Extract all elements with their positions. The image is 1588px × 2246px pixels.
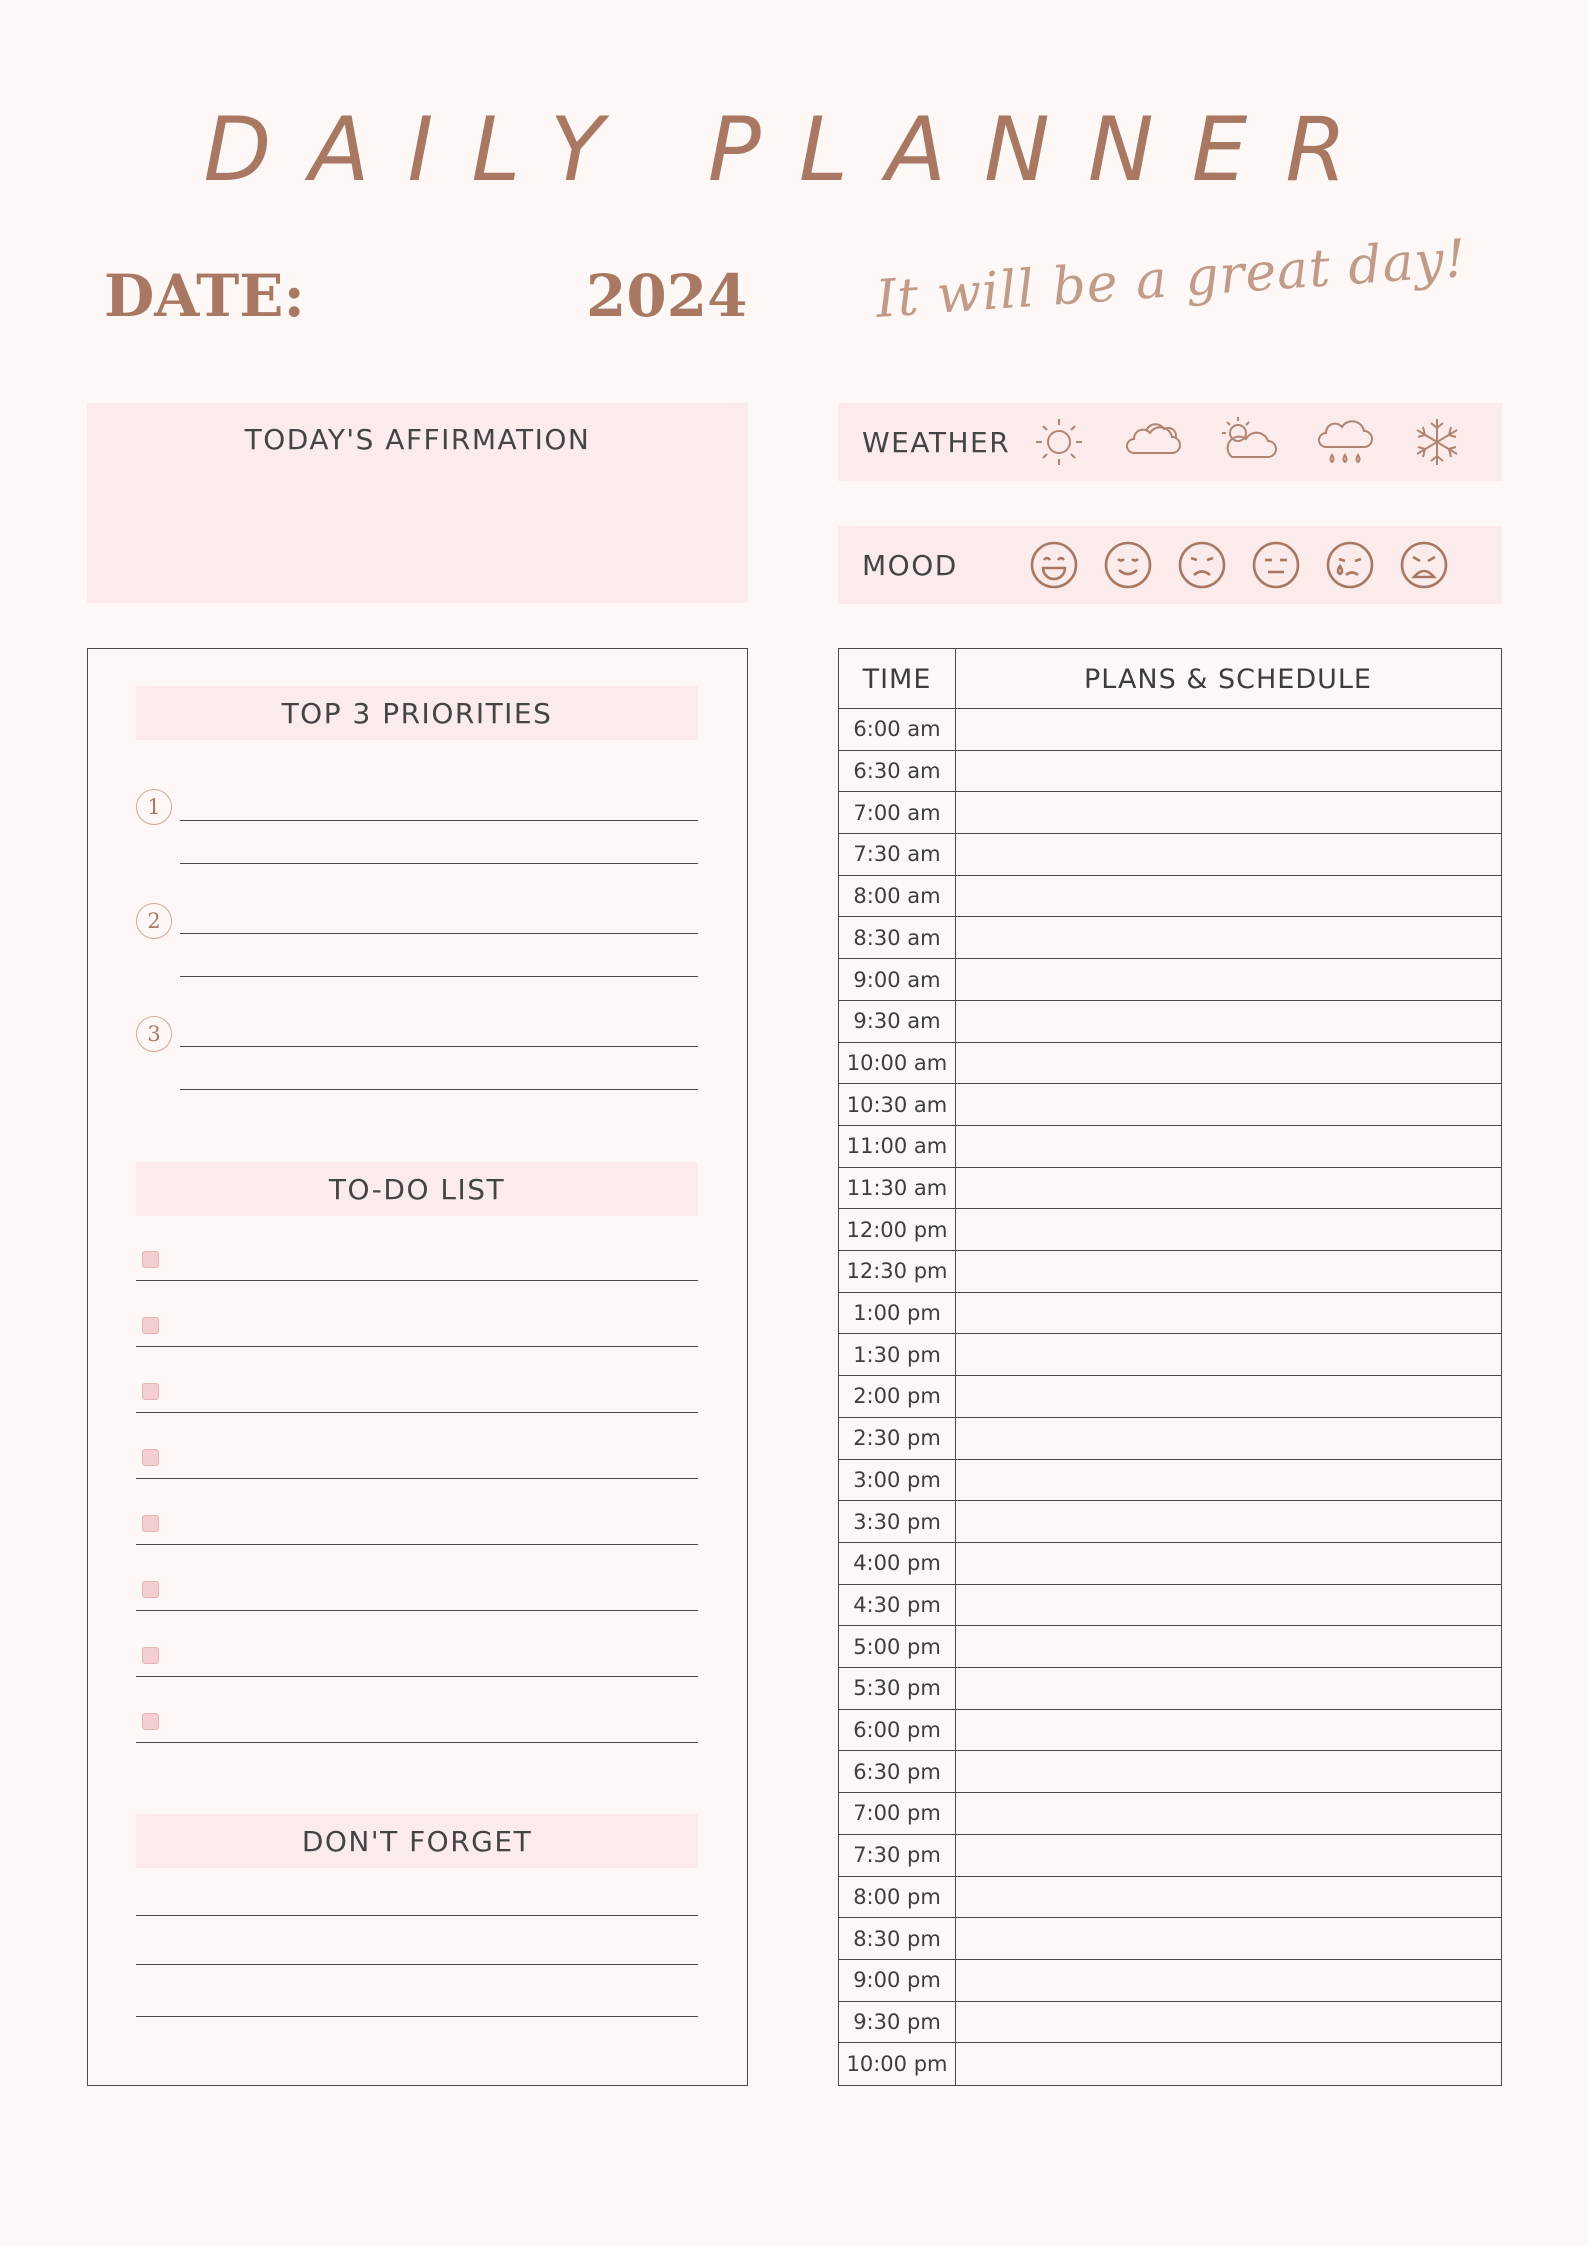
time-slot-label: 5:30 pm [853,1676,941,1701]
schedule-header [839,649,1501,709]
todo-checkbox[interactable] [142,1251,159,1268]
schedule-row[interactable] [839,876,1501,918]
schedule-table [838,648,1502,2086]
time-slot-label: 5:00 pm [853,1634,941,1659]
dont-forget-line[interactable] [136,2016,698,2017]
angry-face-icon[interactable] [1398,539,1450,591]
time-slot-label: 2:30 pm [853,1426,941,1451]
time-slot-label: 7:30 pm [853,1843,941,1868]
sun-icon[interactable] [1028,411,1090,473]
time-slot-label: 8:00 pm [853,1884,941,1909]
time-slot-label: 10:30 am [846,1092,948,1117]
schedule-row[interactable] [839,1418,1501,1460]
priority-line[interactable] [180,1046,698,1047]
todo-line[interactable] [136,1346,698,1347]
dont-forget-line[interactable] [136,1915,698,1916]
todo-line[interactable] [136,1676,698,1677]
schedule-row[interactable] [839,1084,1501,1126]
cloudy-icon[interactable] [1120,411,1186,473]
schedule-row[interactable] [839,1209,1501,1251]
time-slot-label: 10:00 pm [846,2052,948,2077]
time-slot-label: 4:00 pm [853,1551,941,1576]
todo-checkbox[interactable] [142,1317,159,1334]
schedule-row[interactable] [839,1376,1501,1418]
schedule-row[interactable] [839,2002,1501,2044]
todo-checkbox[interactable] [142,1647,159,1664]
time-slot-label: 11:00 am [846,1134,948,1159]
time-slot-label: 9:30 am [853,1009,941,1034]
schedule-row[interactable] [839,1877,1501,1919]
time-slot-label: 3:00 pm [853,1467,941,1492]
priority-line[interactable] [180,863,698,864]
priority-line[interactable] [180,820,698,821]
schedule-row[interactable] [839,1710,1501,1752]
time-slot-label: 6:30 am [853,759,941,784]
partly-cloudy-icon[interactable] [1216,411,1282,473]
schedule-row[interactable] [839,1668,1501,1710]
plans-header: PLANS & SCHEDULE [1084,663,1372,695]
mood-label: MOOD [862,548,958,582]
tagline: It will be a great day! [873,228,1469,330]
schedule-row[interactable] [839,1251,1501,1293]
priority-line[interactable] [180,1089,698,1090]
time-slot-label: 6:00 pm [853,1718,941,1743]
page-title: DAILY PLANNER [203,98,1385,201]
priority-line[interactable] [180,933,698,934]
schedule-row[interactable] [839,1501,1501,1543]
time-slot-label: 12:00 pm [846,1217,948,1242]
todo-line[interactable] [136,1544,698,1545]
priority-number-3: 3 [136,1016,172,1052]
schedule-row[interactable] [839,1168,1501,1210]
laughing-face-icon[interactable] [1028,539,1080,591]
schedule-row[interactable] [839,792,1501,834]
schedule-row[interactable] [839,917,1501,959]
time-slot-label: 6:00 am [853,717,941,742]
time-slot-label: 7:30 am [853,842,941,867]
todo-heading: TO-DO LIST [328,1172,506,1206]
time-slot-label: 9:00 am [853,967,941,992]
schedule-row[interactable] [839,1585,1501,1627]
year-label: 2024 [586,262,748,330]
time-slot-label: 6:30 pm [853,1759,941,1784]
todo-checkbox[interactable] [142,1383,159,1400]
time-slot-label: 8:00 am [853,884,941,909]
schedule-row[interactable] [839,1460,1501,1502]
schedule-row[interactable] [839,751,1501,793]
affirmation-box[interactable] [87,403,748,603]
time-slot-label: 8:30 am [853,925,941,950]
priorities-heading: TOP 3 PRIORITIES [281,696,553,730]
schedule-row[interactable] [839,959,1501,1001]
todo-line[interactable] [136,1742,698,1743]
todo-checkbox[interactable] [142,1449,159,1466]
schedule-row[interactable] [839,1043,1501,1085]
schedule-row[interactable] [839,834,1501,876]
left-panel [87,648,748,2086]
crying-face-icon[interactable] [1324,539,1376,591]
dont-forget-line[interactable] [136,1964,698,1965]
mood-icons [1028,539,1450,591]
schedule-row[interactable] [839,1751,1501,1793]
time-slot-label: 7:00 pm [853,1801,941,1826]
snowflake-icon[interactable] [1408,411,1466,473]
time-slot-label: 3:30 pm [853,1509,941,1534]
weather-strip [838,403,1502,481]
time-slot-label: 10:00 am [846,1050,948,1075]
rain-icon[interactable] [1312,411,1378,473]
time-slot-label: 11:30 am [846,1176,948,1200]
schedule-row[interactable] [839,709,1501,751]
todo-line[interactable] [136,1478,698,1479]
todo-line[interactable] [136,1412,698,1413]
priority-number-2: 2 [136,903,172,939]
todo-band [136,1162,698,1216]
neutral-face-icon[interactable] [1250,539,1302,591]
schedule-row[interactable] [839,1334,1501,1376]
priority-line[interactable] [180,976,698,977]
time-slot-label: 9:30 pm [853,2009,941,2034]
todo-line[interactable] [136,1610,698,1611]
schedule-row[interactable] [839,2043,1501,2085]
schedule-row[interactable] [839,1793,1501,1835]
schedule-row[interactable] [839,1293,1501,1335]
schedule-row[interactable] [839,1918,1501,1960]
time-slot-label: 7:00 am [853,800,941,825]
time-header: TIME [862,663,932,695]
schedule-row[interactable] [839,1835,1501,1877]
sad-face-icon[interactable] [1176,539,1228,591]
priority-number-1: 1 [136,789,172,825]
time-slot-label: 2:00 pm [853,1384,941,1409]
schedule-row[interactable] [839,1001,1501,1043]
time-slot-label: 1:30 pm [853,1342,941,1367]
todo-checkbox[interactable] [142,1515,159,1532]
date-label: DATE: [104,262,305,330]
dont-forget-band [136,1814,698,1868]
affirmation-heading: TODAY'S AFFIRMATION [244,423,591,456]
weather-icons [1028,411,1466,473]
schedule-row[interactable] [839,1126,1501,1168]
todo-checkbox[interactable] [142,1581,159,1598]
schedule-row[interactable] [839,1626,1501,1668]
todo-checkbox[interactable] [142,1713,159,1730]
time-slot-label: 8:30 pm [853,1926,941,1951]
time-slot-label: 12:30 pm [846,1259,948,1284]
todo-line[interactable] [136,1280,698,1281]
dont-forget-heading: DON'T FORGET [301,1824,533,1858]
mood-strip [838,526,1502,604]
smiling-face-icon[interactable] [1102,539,1154,591]
schedule-row[interactable] [839,1960,1501,2002]
schedule-row[interactable] [839,1543,1501,1585]
time-slot-label: 4:30 pm [853,1592,941,1617]
weather-label: WEATHER [862,425,1011,459]
time-slot-label: 9:00 pm [853,1968,941,1993]
priorities-band [136,686,698,740]
time-slot-label: 1:00 pm [853,1301,941,1326]
